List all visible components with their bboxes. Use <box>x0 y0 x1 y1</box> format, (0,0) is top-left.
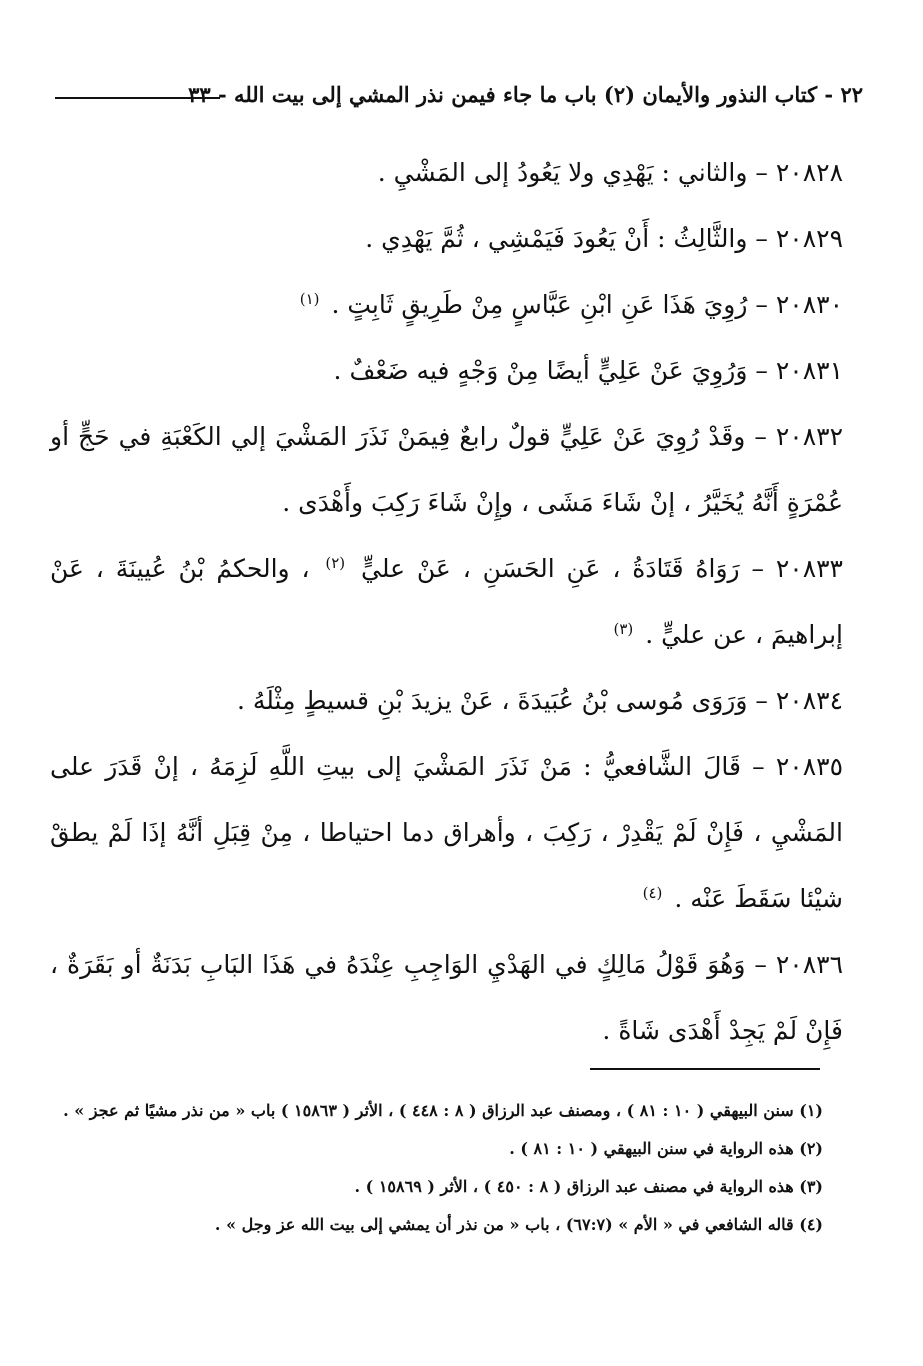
para-text: وَرُوِيَ عَنْ عَلِيٍّ أيضًا مِنْ وَجْهٍ فيه ضَعْفٌ . <box>333 356 748 385</box>
para-number: ٢٠٨٣٠ <box>775 290 843 319</box>
footnote-ref-3[interactable]: (٣) <box>613 619 634 638</box>
para-text: والثاني : يَهْدِي ولا يَعُودُ إلى المَشْيِ . <box>377 158 748 187</box>
para-number: ٢٠٨٣٢ <box>775 422 843 451</box>
paragraph-20836: ٢٠٨٣٦ – وَهُوَ قَوْلُ مَالِكٍ في الهَدْيِ الوَاجِبِ عِنْدَهُ في هَذَا البَابِ بَدَنَةٌ أو بَقَرَةٌ ، فَإِنْ لَمْ يَجِدْ أَهْدَى شَاةً . <box>50 950 843 1045</box>
para-text: ، والحكمُ بْنُ عُيينَةَ ، عَنْ إبراهيمَ ، عن عليٍّ . <box>50 554 843 649</box>
paragraph-20835: ٢٠٨٣٥ – قَالَ الشَّافعيُّ : مَنْ نَذَرَ المَشْيَ إلى بيتِ اللَّهِ لَزِمَهُ ، إنْ قَدَرَ على المَشْيِ ، فَإِنْ لَمْ يَقْدِرْ ، رَكِبَ ، وأهراق دما احتياطا ، مِنْ قِبَلِ أنَّهُ إذَا لَمْ يطقْ شيْئا سَقَطَ عَنْه . $^{(٤)}$ <box>50 752 843 913</box>
running-title: ٢٢ - كتاب النذور والأيمان (٢) باب ما جاء فيمن نذر المشي إلى بيت الله - ٣٣ <box>188 82 863 107</box>
footnote-4: (٤) قاله الشافعي في « الأم » (٦٧:٧) ، باب « من نذر أن يمشي إلى بيت الله عز وجل » . <box>214 1215 823 1234</box>
footnote-rule <box>590 1068 820 1070</box>
header-rule <box>55 97 220 99</box>
para-text: رُوِيَ هَذَا عَنِ ابْنِ عَبَّاسٍ مِنْ طَرِيقٍ ثَابِتٍ . <box>331 290 748 319</box>
para-text: وَهُوَ قَوْلُ مَالِكٍ في الهَدْيِ الوَاجِبِ عِنْدَهُ في هَذَا البَابِ بَدَنَةٌ أو بَقَرَةٌ ، فَإِنْ لَمْ يَجِدْ أَهْدَى شَاةً . <box>50 950 843 1045</box>
footnote-3: (٣) هذه الرواية في مصنف عبد الرزاق ( ٨ : ٤٥٠ ) ، الأثر ( ١٥٨٦٩ ) . <box>354 1177 823 1196</box>
main-text <box>50 140 843 1064</box>
para-number: ٢٠٨٣٦ <box>775 950 843 979</box>
footnote-ref-1[interactable]: (١) <box>299 289 320 308</box>
para-text: وقَدْ رُوِيَ عَنْ عَلِيٍّ قولٌ رابعٌ فِيمَنْ نَذَرَ المَشْيَ إلي الكَعْبَةِ في حَجٍّ أو عُمْرَةٍ أَنَّهُ يُخَيَّرُ ، إنْ شَاءَ مَشَى ، وإِنْ شَاءَ رَكِبَ وأَهْدَى . <box>50 422 843 517</box>
para-number: ٢٠٨٣٥ <box>775 752 843 781</box>
para-number: ٢٠٨٣٣ <box>775 554 843 583</box>
para-text: رَوَاهُ قَتَادَةُ ، عَنِ الحَسَنِ ، عَنْ عليٍّ <box>361 554 740 583</box>
paragraph-20832: ٢٠٨٣٢ – وقَدْ رُوِيَ عَنْ عَلِيٍّ قولٌ رابعٌ فِيمَنْ نَذَرَ المَشْيَ إلي الكَعْبَةِ في حَجٍّ أو عُمْرَةٍ أَنَّهُ يُخَيَّرُ ، إنْ شَاءَ مَشَى ، وإِنْ شَاءَ رَكِبَ وأَهْدَى . <box>50 422 843 517</box>
para-text: وَرَوَى مُوسى بْنُ عُبَيدَةَ ، عَنْ يزيدَ بْنِ قسيطٍ مِثْلَهُ . <box>236 686 748 715</box>
para-number: ٢٠٨٢٩ <box>775 224 843 253</box>
footnote-ref-4[interactable]: (٤) <box>642 883 663 902</box>
para-text: قَالَ الشَّافعيُّ : مَنْ نَذَرَ المَشْيَ إلى بيتِ اللَّهِ لَزِمَهُ ، إنْ قَدَرَ على المَشْيِ ، فَإِنْ لَمْ يَقْدِرْ ، رَكِبَ ، وأهراق دما احتياطا ، مِنْ قِبَلِ أنَّهُ إذَا لَمْ يطقْ شيْئا سَقَطَ عَنْه . <box>50 752 843 913</box>
footnote-1: (١) سنن البيهقي ( ١٠ : ٨١ ) ، ومصنف عبد الرزاق ( ٨ : ٤٤٨ ) ، الأثر ( ١٥٨٦٣ ) باب « من نذر مشيًا ثم عجز » . <box>63 1101 823 1120</box>
para-number: ٢٠٨٢٨ <box>775 158 843 187</box>
para-number: ٢٠٨٣٤ <box>775 686 843 715</box>
para-text: والثَّالِثُ : أَنْ يَعُودَ فَيَمْشِي ، ثُمَّ يَهْدِي . <box>365 224 748 253</box>
paragraph-20830: ٢٠٨٣٠ – رُوِيَ هَذَا عَنِ ابْنِ عَبَّاسٍ مِنْ طَرِيقٍ ثَابِتٍ . $^{(١)}$ <box>299 289 843 319</box>
para-number: ٢٠٨٣١ <box>775 356 843 385</box>
footnote-ref-2[interactable]: (٢) <box>325 553 346 572</box>
paragraph-20833: ٢٠٨٣٣ – رَوَاهُ قَتَادَةُ ، عَنِ الحَسَنِ ، عَنْ عليٍّ $^{(٢)}$ ، والحكمُ بْنُ عُيينَةَ ، عَنْ إبراهيمَ ، عن عليٍّ . $^{(٣)}$ <box>50 553 843 649</box>
footnote-2: (٢) هذه الرواية في سنن البيهقي ( ١٠ : ٨١ ) . <box>509 1139 823 1158</box>
paragraph-20831: ٢٠٨٣١ – وَرُوِيَ عَنْ عَلِيٍّ أيضًا مِنْ وَجْهٍ فيه ضَعْفٌ . <box>333 356 843 385</box>
footnotes <box>55 1092 823 1244</box>
paragraph-20829: ٢٠٨٢٩ – والثَّالِثُ : أَنْ يَعُودَ فَيَمْشِي ، ثُمَّ يَهْدِي . <box>365 224 843 253</box>
paragraph-20834: ٢٠٨٣٤ – وَرَوَى مُوسى بْنُ عُبَيدَةَ ، عَنْ يزيدَ بْنِ قسيطٍ مِثْلَهُ . <box>236 686 843 715</box>
page-header <box>55 78 863 118</box>
paragraph-20828: ٢٠٨٢٨ – والثاني : يَهْدِي ولا يَعُودُ إلى المَشْيِ . <box>377 158 843 187</box>
